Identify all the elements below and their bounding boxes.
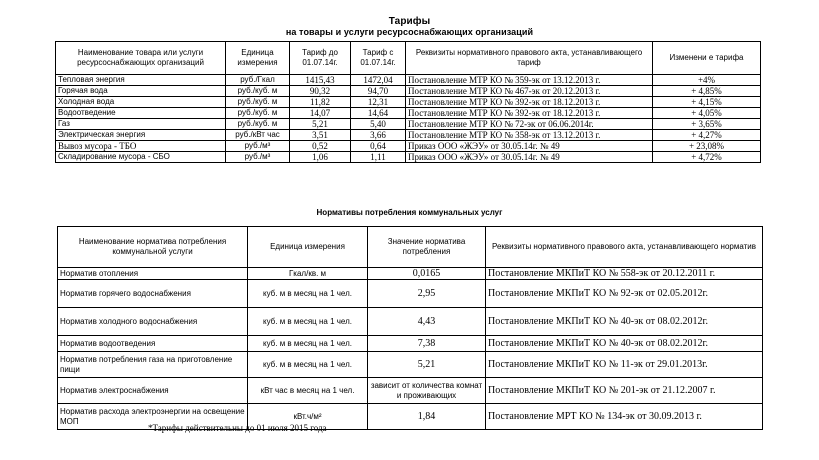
cell-name: Газ: [56, 119, 226, 130]
cell-change: + 4,27%: [653, 130, 761, 141]
norm-value: 2,95: [368, 280, 486, 308]
cell-change: + 23,08%: [653, 141, 761, 152]
cell-new: 12,31: [351, 97, 406, 108]
norm-name: Норматив отопления: [58, 268, 248, 280]
table-row: [56, 86, 761, 97]
norm-doc: Постановление МКПиТ КО № 40-эк от 08.02.2012г.: [486, 308, 763, 336]
cell-name: Тепловая энергия: [56, 75, 226, 86]
norms-header-unit: Единица измерения: [248, 227, 368, 268]
norm-unit: кВт час в месяц на 1 чел.: [248, 378, 368, 404]
title-line-2: на товары и услуги ресурсоснабжающих организаций: [285, 27, 534, 37]
norm-doc: Постановление МКПиТ КО № 558-эк от 20.12.2011 г.: [486, 268, 763, 280]
tariffs-header-row: [56, 42, 761, 75]
cell-doc: Постановление МТР КО № 467-эк от 20.12.2013 г.: [406, 86, 653, 97]
cell-doc: Постановление МТР КО № 72-эк от 06.06.2014г.: [406, 119, 653, 130]
norms-header-name: Наименование норматива потребления коммунальной услуги: [58, 227, 248, 268]
cell-change: + 4,85%: [653, 86, 761, 97]
norm-value: зависит от количества комнат и проживающих: [368, 378, 486, 404]
norm-value: 1,84: [368, 404, 486, 430]
norm-name: Норматив электроснабжения: [58, 378, 248, 404]
cell-old: 11,82: [290, 97, 351, 108]
cell-old: 0,52: [290, 141, 351, 152]
cell-new: 0,64: [351, 141, 406, 152]
norm-name: Норматив холодного водоснабжения: [58, 308, 248, 336]
cell-name: Складирование мусора - СБО: [56, 152, 226, 163]
table-row: [56, 108, 761, 119]
title-line-1: Тарифы: [388, 16, 431, 27]
norms-table: [57, 226, 763, 430]
cell-doc: Постановление МТР КО № 392-эк от 18.12.2013 г.: [406, 108, 653, 119]
table-row: [56, 152, 761, 163]
norm-doc: Постановление МКПиТ КО № 11-эк от 29.01.2013г.: [486, 352, 763, 378]
cell-name: Горячая вода: [56, 86, 226, 97]
cell-unit: руб./кВт час: [226, 130, 290, 141]
cell-name: Вывоз мусора - ТБО: [56, 141, 226, 152]
cell-new: 1,11: [351, 152, 406, 163]
norm-value: 0,0165: [368, 268, 486, 280]
norm-name: Норматив горячего водоснабжения: [58, 280, 248, 308]
norm-unit: Гкал/кв. м: [248, 268, 368, 280]
cell-doc: Постановление МТР КО № 359-эк от 13.12.2013 г.: [406, 75, 653, 86]
table-row: [56, 141, 761, 152]
cell-change: + 3,65%: [653, 119, 761, 130]
cell-new: 5,40: [351, 119, 406, 130]
document-title: [0, 16, 819, 38]
cell-old: 3,51: [290, 130, 351, 141]
table-row: [56, 97, 761, 108]
table-row: [58, 308, 763, 336]
cell-change: + 4,72%: [653, 152, 761, 163]
header-unit: Единица измерения: [226, 42, 290, 75]
cell-doc: Постановление МТР КО № 358-эк от 13.12.2013 г.: [406, 130, 653, 141]
header-change: Изменени е тарифа: [653, 42, 761, 75]
norm-doc: Постановление МКПиТ КО № 40-эк от 08.02.2012г.: [486, 336, 763, 352]
cell-new: 3,66: [351, 130, 406, 141]
cell-new: 1472,04: [351, 75, 406, 86]
header-new-tariff: Тариф с 01.07.14г.: [351, 42, 406, 75]
norms-header-value: Значение норматива потребления: [368, 227, 486, 268]
footnote: *Тарифы действительны до 01 июля 2015 года: [148, 423, 327, 433]
cell-name: Электрическая энергия: [56, 130, 226, 141]
cell-old: 1415,43: [290, 75, 351, 86]
norm-doc: Постановление МКПиТ КО № 92-эк от 02.05.2012г.: [486, 280, 763, 308]
table-row: [58, 378, 763, 404]
cell-change: + 4,05%: [653, 108, 761, 119]
cell-new: 94,70: [351, 86, 406, 97]
header-document: Реквизиты нормативного правового акта, устанавливающего тариф: [406, 42, 653, 75]
norm-unit: кВт.ч/м²: [248, 404, 368, 430]
table-row: [58, 268, 763, 280]
cell-old: 5,21: [290, 119, 351, 130]
norm-name: Норматив потребления газа на приготовление пищи: [58, 352, 248, 378]
norm-value: 4,43: [368, 308, 486, 336]
table-row: [56, 119, 761, 130]
norm-doc: Постановление МКПиТ КО № 201-эк от 21.12.2007 г.: [486, 378, 763, 404]
norm-doc: Постановление МРТ КО № 134-эк от 30.09.2013 г.: [486, 404, 763, 430]
norm-unit: куб. м в месяц на 1 чел.: [248, 280, 368, 308]
norm-unit: куб. м в месяц на 1 чел.: [248, 308, 368, 336]
norm-value: 7,38: [368, 336, 486, 352]
cell-change: + 4,15%: [653, 97, 761, 108]
cell-doc: Приказ ООО «ЖЭУ» от 30.05.14г. № 49: [406, 141, 653, 152]
norm-unit: куб. м в месяц на 1 чел.: [248, 352, 368, 378]
norms-header-row: [58, 227, 763, 268]
cell-unit: руб./куб. м: [226, 119, 290, 130]
cell-unit: руб./м³: [226, 141, 290, 152]
cell-unit: руб./куб. м: [226, 86, 290, 97]
cell-name: Водоотведение: [56, 108, 226, 119]
cell-name: Холодная вода: [56, 97, 226, 108]
cell-old: 14,07: [290, 108, 351, 119]
cell-unit: руб./м³: [226, 152, 290, 163]
norm-unit: куб. м в месяц на 1 чел.: [248, 336, 368, 352]
table-row: [58, 280, 763, 308]
norm-name: Норматив расхода электроэнергии на освещение МОП: [58, 404, 248, 430]
cell-new: 14,64: [351, 108, 406, 119]
cell-doc: Постановление МТР КО № 392-эк от 18.12.2013 г.: [406, 97, 653, 108]
cell-unit: руб./куб. м: [226, 108, 290, 119]
norm-name: Норматив водоотведения: [58, 336, 248, 352]
tariffs-table: [55, 41, 761, 163]
cell-unit: руб./Гкал: [226, 75, 290, 86]
header-old-tariff: Тариф до 01.07.14г.: [290, 42, 351, 75]
cell-unit: руб./куб. м: [226, 97, 290, 108]
table-row: [56, 75, 761, 86]
table-row: [58, 336, 763, 352]
norm-value: 5,21: [368, 352, 486, 378]
norms-title: Нормативы потребления коммунальных услуг: [316, 208, 503, 217]
cell-doc: Приказ ООО «ЖЭУ» от 30.05.14г. № 49: [406, 152, 653, 163]
table-row: [56, 130, 761, 141]
cell-old: 90,32: [290, 86, 351, 97]
table-row: [58, 352, 763, 378]
cell-change: +4%: [653, 75, 761, 86]
norms-header-doc: Реквизиты нормативного правового акта, устанавливающего норматив: [486, 227, 763, 268]
cell-old: 1,06: [290, 152, 351, 163]
header-name: Наименование товара или услуги ресурсоснабжающих организаций: [56, 42, 226, 75]
